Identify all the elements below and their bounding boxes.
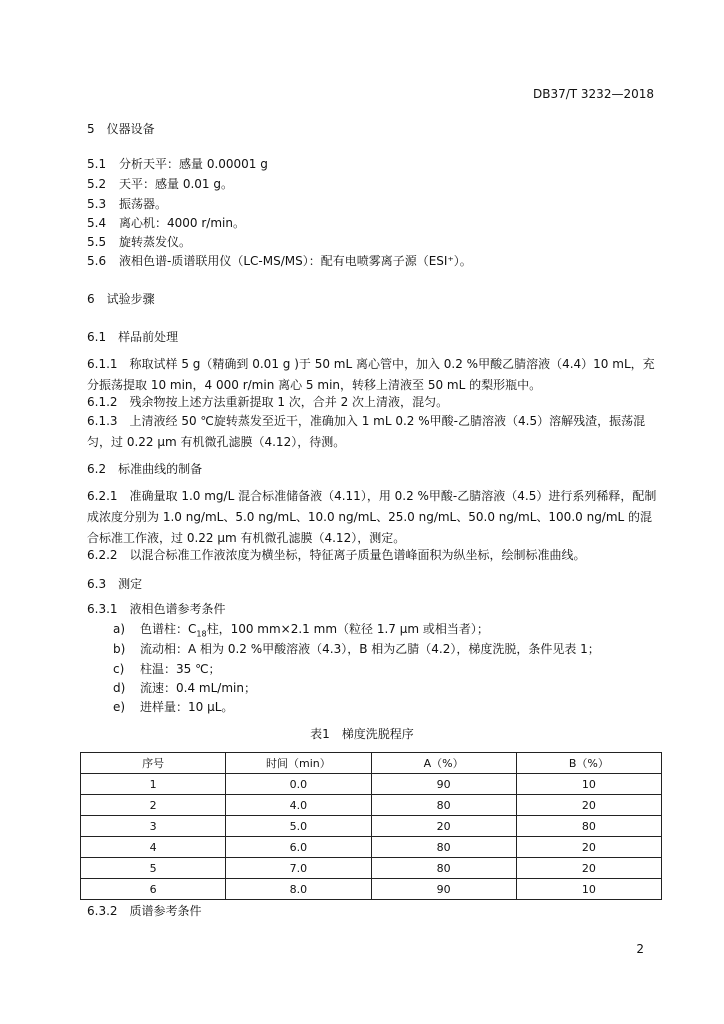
table-cell: 10 — [516, 774, 661, 795]
section-6-3-title: 6.3 测定 — [87, 577, 143, 591]
table-row — [81, 837, 662, 858]
table-cell: 80 — [371, 795, 516, 816]
item-number: 5.2 — [87, 177, 107, 191]
table-cell: 6.0 — [226, 837, 371, 858]
table-cell: 90 — [371, 774, 516, 795]
item-5-3 — [87, 194, 167, 215]
condition-e — [113, 697, 233, 718]
table-cell: 20 — [371, 816, 516, 837]
section-6-2-title: 6.2 标准曲线的制备 — [87, 462, 203, 476]
condition-label: e) — [113, 700, 126, 714]
table-cell: 7.0 — [226, 858, 371, 879]
condition-label: c) — [113, 662, 125, 676]
condition-c — [113, 659, 221, 680]
item-text: 旋转蒸发仪。 — [119, 235, 192, 249]
table-cell: 4 — [81, 837, 226, 858]
table-cell: 20 — [516, 837, 661, 858]
table-cell: 20 — [516, 795, 661, 816]
paragraph-6-1-3: 6.1.3 上清液经 50 ℃旋转蒸发至近干，准确加入 1 mL 0.2 %甲酸-乙腈溶液（4.5）溶解残渣，振荡混匀，过 0.22 μm 有机微孔滤膜（4.12），待测。 — [87, 414, 646, 449]
table-cell: 80 — [516, 816, 661, 837]
condition-text-tail: 柱，100 mm×2.1 mm（粒径 1.7 μm 或相当者）； — [206, 622, 489, 636]
section-6-1-title: 6.1 样品前处理 — [87, 330, 179, 344]
item-number: 5.3 — [87, 197, 107, 211]
condition-text: 流速：0.4 mL/min； — [140, 681, 256, 695]
column-header: 时间（min） — [226, 753, 371, 774]
item-text: 振荡器。 — [119, 197, 168, 211]
condition-text: 柱温：35 ℃； — [140, 662, 221, 676]
table-caption: 表1 梯度洗脱程序 — [310, 727, 414, 741]
table-header-row — [81, 753, 662, 774]
column-header: B（%） — [516, 753, 661, 774]
section-6-3-2-title: 6.3.2 质谱参考条件 — [87, 904, 202, 918]
table-cell: 4.0 — [226, 795, 371, 816]
condition-text: 色谱柱：C — [140, 622, 197, 636]
item-number: 5.6 — [87, 254, 107, 268]
table-cell: 5.0 — [226, 816, 371, 837]
item-text: 天平：感量 0.01 g。 — [119, 177, 233, 191]
item-number: 5.5 — [87, 235, 107, 249]
table-cell: 1 — [81, 774, 226, 795]
table-cell: 10 — [516, 879, 661, 900]
condition-label: d) — [113, 681, 126, 695]
table-cell: 80 — [371, 837, 516, 858]
paragraph-6-1-2: 6.1.2 残余物按上述方法重新提取 1 次，合并 2 次上清液，混匀。 — [87, 395, 449, 409]
document-code: DB37/T 3232—2018 — [532, 87, 654, 101]
item-5-4 — [87, 213, 245, 234]
column-header: A（%） — [371, 753, 516, 774]
table-row — [81, 816, 662, 837]
table-cell: 80 — [371, 858, 516, 879]
table-cell: 0.0 — [226, 774, 371, 795]
paragraph-6-1-1: 6.1.1 称取试样 5 g（精确到 0.01 g )于 50 mL 离心管中，加入 0.2 %甲酸乙腈溶液（4.4）10 mL，充分振荡提取 10 min，4 000 r/min 离心 5 min，转移上清液至 50 mL 的梨形瓶中。 — [87, 357, 655, 392]
table-cell: 20 — [516, 858, 661, 879]
table-cell: 6 — [81, 879, 226, 900]
gradient-elution-table — [80, 752, 662, 900]
item-5-1 — [87, 154, 268, 175]
item-text: 分析天平：感量 0.00001 g — [119, 157, 268, 171]
item-5-5 — [87, 232, 191, 253]
section-6-title: 6 试验步骤 — [87, 292, 155, 306]
table-row — [81, 795, 662, 816]
table-row — [81, 858, 662, 879]
table-cell: 5 — [81, 858, 226, 879]
condition-subscript: 18 — [196, 629, 207, 639]
table-cell: 3 — [81, 816, 226, 837]
table-cell: 90 — [371, 879, 516, 900]
table-cell: 2 — [81, 795, 226, 816]
item-5-6 — [87, 251, 472, 272]
item-number: 5.4 — [87, 216, 107, 230]
condition-d — [113, 678, 256, 699]
condition-label: b) — [113, 642, 126, 656]
condition-label: a) — [113, 622, 126, 636]
condition-text: 流动相：A 相为 0.2 %甲酸溶液（4.3），B 相为乙腈（4.2），梯度洗脱，条件见表 1； — [140, 642, 600, 656]
table-row — [81, 879, 662, 900]
page-number: 2 — [636, 942, 644, 956]
section-5-title: 5 仪器设备 — [87, 122, 155, 136]
table-row — [81, 774, 662, 795]
item-text: 离心机：4000 r/min。 — [119, 216, 245, 230]
item-text: 液相色谱-质谱联用仪（LC-MS/MS）：配有电喷雾离子源（ESI⁺）。 — [119, 254, 472, 268]
paragraph-6-2-1: 6.2.1 准确量取 1.0 mg/L 混合标准储备液（4.11），用 0.2 %甲酸-乙腈溶液（4.5）进行系列稀释，配制成浓度分别为 1.0 ng/mL、5.0 ng/mL、10.0 ng/mL、25.0 ng/mL、50.0 ng/mL、100.0 ng/mL 的混合标准工作液，过 0.22 μm 有机微孔滤膜（4.12），测定。 — [87, 489, 657, 545]
paragraph-6-2-2: 6.2.2 以混合标准工作液浓度为横坐标，特征离子质量色谱峰面积为纵坐标，绘制标准曲线。 — [87, 548, 586, 562]
column-header: 序号 — [81, 753, 226, 774]
condition-b — [113, 639, 600, 660]
condition-text: 进样量：10 μL。 — [140, 700, 234, 714]
item-number: 5.1 — [87, 157, 107, 171]
section-6-3-1-title: 6.3.1 液相色谱参考条件 — [87, 602, 226, 616]
table-cell: 8.0 — [226, 879, 371, 900]
item-5-2 — [87, 174, 233, 195]
